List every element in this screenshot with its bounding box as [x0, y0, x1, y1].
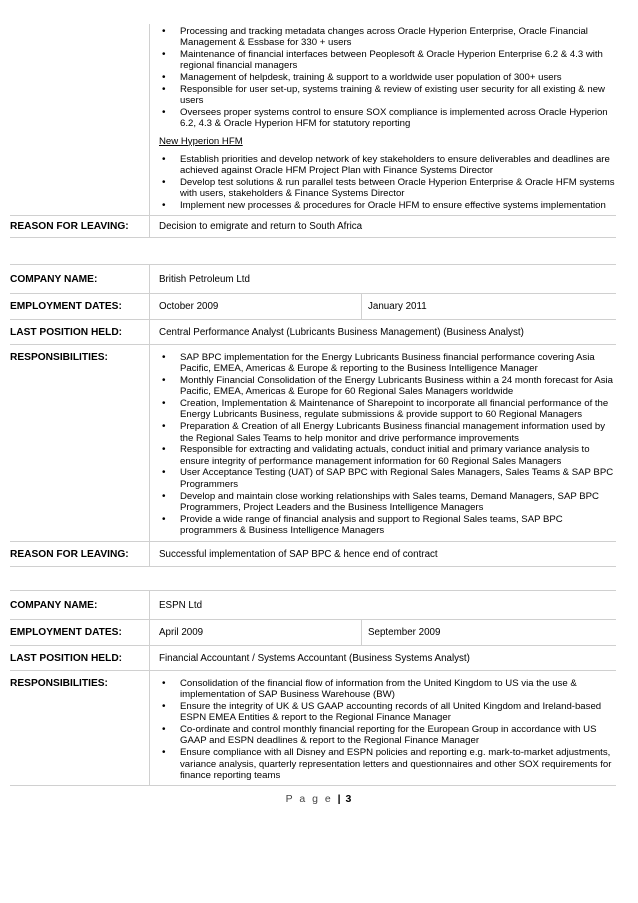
reason-label: REASON FOR LEAVING:: [10, 542, 150, 566]
position-label: LAST POSITION HELD:: [10, 646, 150, 670]
bullet-item: • Preparation & Creation of all Energy Lubricants Business financial management information used by the Regional Sales Teams to help monitor and drive performance improvements: [159, 421, 616, 444]
company-label: COMPANY NAME:: [10, 591, 150, 619]
company-row-2: [10, 264, 616, 294]
dates-label: EMPLOYMENT DATES:: [10, 620, 150, 645]
bullet-item: • Creation, Implementation & Maintenance of Sharepoint to incorporate all financial performance of the Energy Lubricants Business, regulate submissions & provide support to 60 Regional Managers: [159, 398, 616, 421]
dates-cells: [150, 294, 616, 319]
responsibilities-row-1: [10, 24, 616, 216]
bullet-item: • Implement new processes & procedures for Oracle HFM to ensure effective systems implementation: [159, 200, 616, 211]
responsibilities-label: RESPONSIBILITIES:: [10, 671, 150, 785]
job-block-3: [10, 590, 616, 786]
bullet-item: • Develop and maintain close working relationships with Sales teams, Demand Managers, SAP BPC Programmers, Project Leaders and the Business Intelligence Managers: [159, 491, 616, 514]
reason-value: Successful implementation of SAP BPC & hence end of contract: [159, 548, 438, 560]
bullet-item: • Responsible for user set-up, systems training & review of existing user security for all existing & new users: [159, 84, 616, 107]
dates-row-3: [10, 620, 616, 646]
company-row-3: [10, 590, 616, 620]
bullet-list: [159, 352, 616, 536]
empty-label-cell: [10, 24, 150, 215]
page-word: P a g e: [285, 793, 333, 805]
responsibilities-row-2: [10, 345, 616, 542]
position-value: Financial Accountant / Systems Accountant (Business Systems Analyst): [159, 653, 470, 664]
company-label: COMPANY NAME:: [10, 265, 150, 293]
bullet-item: • Processing and tracking metadata changes across Oracle Hyperion Enterprise, Oracle Financial Management & Essbase for 330 + users: [159, 26, 616, 49]
bullet-item: • SAP BPC implementation for the Energy Lubricants Business financial performance covering Asia Pacific, EMEA, Americas & Europe & reporting to the Business Intelligence Manager: [159, 352, 616, 375]
responsibilities-cell: [150, 345, 616, 541]
bullet-item: • Co-ordinate and control monthly financial reporting for the European Group in accordance with US GAAP and ESPN deadlines & report to the Regional Finance Manager: [159, 724, 616, 747]
bullet-item: • Ensure compliance with all Disney and ESPN policies and reporting e.g. mark-to-market adjustments, variance analysis, quarterly representation letters and questionnaires and other SOX requirements for finance reporting teams: [159, 747, 616, 781]
responsibilities-cell: [150, 671, 616, 785]
dates-row-2: [10, 294, 616, 320]
bullet-item: • Consolidation of the financial flow of information from the United Kingdom to US via the use & implementation of SAP Business Warehouse (BW): [159, 678, 616, 701]
start-date: October 2009: [150, 294, 362, 319]
page-footer: [0, 793, 638, 805]
job-block-1: [10, 24, 616, 238]
start-date: April 2009: [150, 620, 362, 645]
responsibilities-row-3: [10, 671, 616, 786]
position-label: LAST POSITION HELD:: [10, 320, 150, 344]
reason-row-2: [10, 542, 616, 567]
company-value: ESPN Ltd: [159, 600, 203, 611]
bullet-item: • Monthly Financial Consolidation of the Energy Lubricants Business within a 24 month forecast for Asia Pacific, EMEA, Americas & Europe for 60 Regional Sales Managers worldwide: [159, 375, 616, 398]
bullet-item: • User Acceptance Testing (UAT) of SAP BPC with Regional Sales Managers, Sales Teams & SAP BPC Programmers: [159, 467, 616, 490]
end-date: September 2009: [368, 627, 441, 638]
bullet-item: • Management of helpdesk, training & support to a worldwide user population of 300+ users: [159, 72, 616, 83]
responsibilities-cell: [150, 24, 616, 215]
subheading: New Hyperion HFM: [159, 135, 243, 147]
reason-row-1: [10, 216, 616, 238]
bullet-item: • Provide a wide range of financial analysis and support to Regional Sales teams, SAP BPC programmers & Business Intelligence Managers: [159, 514, 616, 537]
position-row-2: [10, 320, 616, 345]
job-block-2: [10, 264, 616, 567]
bullet-item: • Oversees proper systems control to ensure SOX compliance is implemented across Oracle Hyperion 6.2, 4.3 & Oracle Hyperion HFM for statutory reporting: [159, 107, 616, 130]
bullet-item: • Develop test solutions & run parallel tests between Oracle Hyperion Enterprise & Oracle HFM systems with users, stakeholders & Finance Systems Director: [159, 177, 616, 200]
reason-value: Decision to emigrate and return to South Africa: [159, 220, 363, 232]
company-value: British Petroleum Ltd: [159, 274, 250, 285]
end-date: January 2011: [368, 301, 427, 312]
bullet-item: • Establish priorities and develop network of key stakeholders to ensure deliverables and deadlines are achieved against Oracle HFM Project Plan with Finance Systems Director: [159, 154, 616, 177]
bullet-item: • Responsible for extracting and validating actuals, conduct initial and primary variance analysis to ensure integrity of performance management information for 60 Regional Sales Managers: [159, 444, 616, 467]
reason-label: REASON FOR LEAVING:: [10, 216, 150, 237]
responsibilities-label: RESPONSIBILITIES:: [10, 345, 150, 541]
bullet-list-a: [159, 26, 616, 130]
page-number: | 3: [337, 793, 353, 805]
dates-label: EMPLOYMENT DATES:: [10, 294, 150, 319]
position-value: Central Performance Analyst (Lubricants Business Management) (Business Analyst): [159, 327, 524, 338]
bullet-list: [159, 678, 616, 781]
position-row-3: [10, 646, 616, 671]
bullet-list-b: [159, 154, 616, 211]
dates-cells: [150, 620, 616, 645]
bullet-item: • Maintenance of financial interfaces between Peoplesoft & Oracle Hyperion Enterprise 6.2 & 4.3 with regional financial managers: [159, 49, 616, 72]
bullet-item: • Ensure the integrity of UK & US GAAP accounting records of all United Kingdom and Ireland-based ESPN EMEA Entities & report to the Regional Finance Manager: [159, 701, 616, 724]
